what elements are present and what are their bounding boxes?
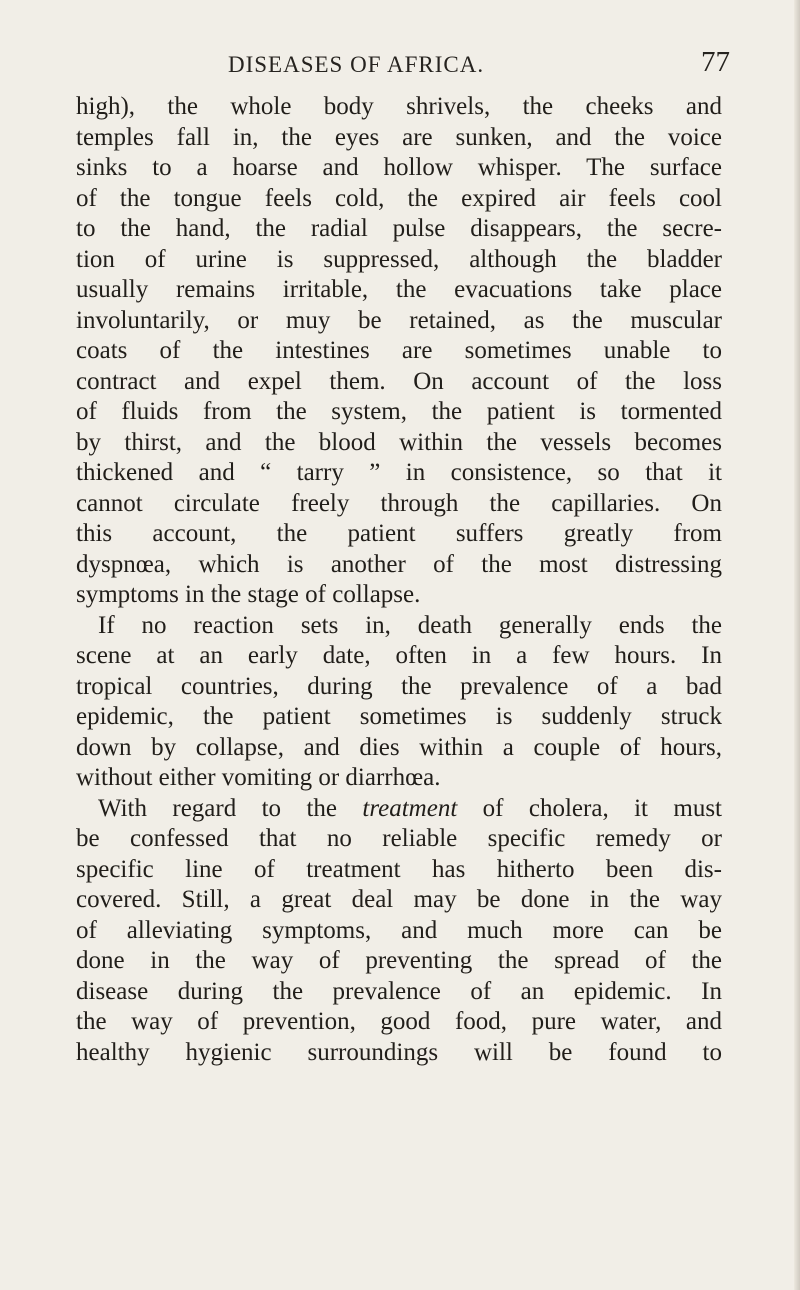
text-line: this account, the patient suffers greatly from — [76, 520, 722, 547]
text-line: down by collapse, and dies within a couple of hours, — [76, 733, 722, 761]
text-line: With regard to the treatment of cholera, it must — [98, 794, 722, 822]
text-line: involuntarily, or muy be retained, as the muscular — [76, 306, 722, 334]
text-line: without either vomiting or diarrhœa. — [76, 764, 441, 791]
text-line: tion of urine is suppressed, although the bladder — [76, 245, 722, 273]
text-line: the way of prevention, good food, pure water, and — [76, 1008, 722, 1035]
text-line: healthy hygienic surroundings will be found to — [76, 1038, 722, 1066]
body-text — [76, 92, 722, 1068]
text-line: to the hand, the radial pulse disappears, the secre- — [76, 215, 722, 242]
text-line: tropical countries, during the prevalence of a bad — [76, 672, 722, 700]
running-head — [70, 46, 730, 86]
text-line: be confessed that no reliable specific remedy or — [76, 825, 722, 852]
text-line: usually remains irritable, the evacuations take place — [76, 276, 722, 303]
page-edge — [794, 0, 800, 1290]
running-head-title: DISEASES OF AFRICA. — [228, 52, 485, 77]
text-line: by thirst, and the blood within the vessels becomes — [76, 428, 722, 456]
emphasis: treatment — [362, 794, 458, 822]
text-line: disease during the prevalence of an epidemic. In — [76, 977, 722, 1005]
text-line: of fluids from the system, the patient is tormented — [76, 398, 722, 425]
text-line: scene at an early date, often in a few hours. In — [76, 642, 722, 669]
text-line: contract and expel them. On account of the loss — [76, 367, 722, 395]
text-line: specific line of treatment has hitherto been dis- — [76, 855, 722, 883]
text-line: dyspnœa, which is another of the most distressing — [76, 550, 722, 578]
text-line: cannot circulate freely through the capillaries. On — [76, 489, 722, 517]
text-line: coats of the intestines are sometimes unable to — [76, 337, 722, 364]
text-line: sinks to a hoarse and hollow whisper. The surface — [76, 154, 722, 181]
text-line: covered. Still, a great deal may be done in the way — [76, 886, 722, 913]
text-line: of alleviating symptoms, and much more can be — [76, 916, 722, 944]
text-line: If no reaction sets in, death generally ends the — [98, 611, 722, 639]
text-line: epidemic, the patient sometimes is suddenly struck — [76, 703, 722, 730]
page-number: 77 — [701, 46, 730, 78]
text-line: symptoms in the stage of collapse. — [76, 581, 421, 608]
text-line: high), the whole body shrivels, the cheeks and — [76, 93, 722, 120]
text-line: thickened and “ tarry ” in consistence, so that it — [76, 459, 722, 486]
text-line: of the tongue feels cold, the expired air feels cool — [76, 184, 722, 212]
text-line: done in the way of preventing the spread of the — [76, 947, 722, 974]
text-line: temples fall in, the eyes are sunken, and the voice — [76, 123, 722, 151]
